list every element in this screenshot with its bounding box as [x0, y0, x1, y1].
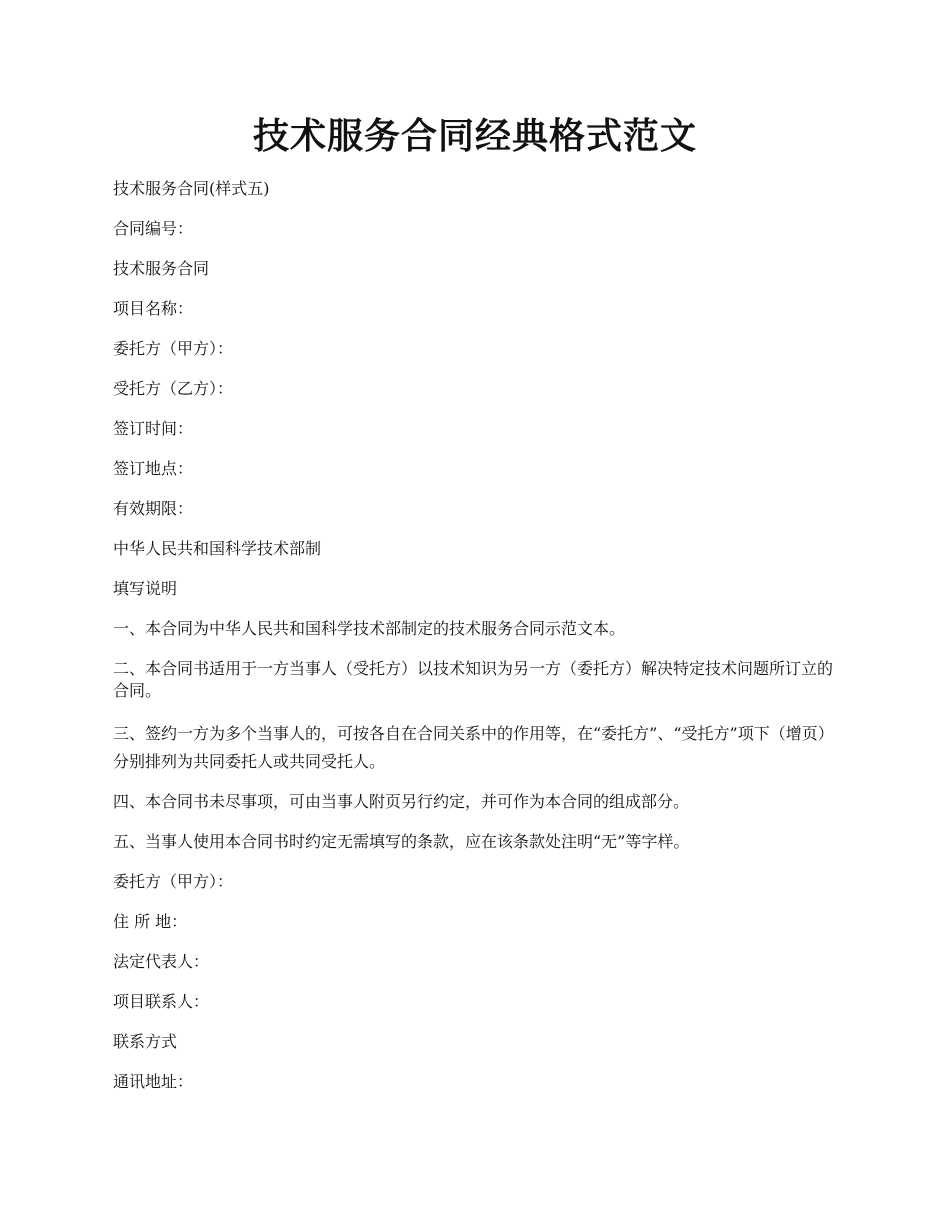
- paragraph-project-name: 项目名称：: [113, 299, 194, 318]
- paragraph-sign-place: 签订地点：: [113, 459, 194, 478]
- paragraph-instruction-4: 四、本合同书未尽事项，可由当事人附页另行约定，并可作为本合同的组成部分。: [113, 792, 690, 811]
- paragraph-legal-rep: 法定代表人：: [113, 952, 210, 971]
- document-title: 技术服务合同经典格式范文: [252, 115, 697, 157]
- paragraph-instructions-heading: 填写说明: [113, 579, 178, 598]
- document-body: [113, 178, 843, 1111]
- paragraph-instruction-3: 三、签约一方为多个当事人的，可按各自在合同关系中的作用等，在“委托方”、“受托方”项下（增页）分别排列为共同委托人或共同受托人。: [113, 724, 834, 771]
- paragraph-validity: 有效期限：: [113, 499, 194, 518]
- paragraph-instruction-1: 一、本合同为中华人民共和国科学技术部制定的技术服务合同示范文本。: [113, 619, 626, 638]
- paragraph-contact-method: 联系方式: [113, 1032, 178, 1051]
- paragraph-contract-name: 技术服务合同: [113, 259, 210, 278]
- paragraph-sign-date: 签订时间：: [113, 419, 194, 438]
- paragraph-instruction-2: 二、本合同书适用于一方当事人（受托方）以技术知识为另一方（委托方）解决特定技术问题所订立的合同。: [113, 659, 834, 700]
- paragraph-contract-number: 合同编号：: [113, 219, 194, 238]
- paragraph-project-contact: 项目联系人：: [113, 992, 210, 1011]
- paragraph-client: 委托方（甲方）：: [113, 339, 234, 358]
- paragraph-client-section: 委托方（甲方）：: [113, 872, 234, 891]
- paragraph-contract-sample: 技术服务合同(样式五): [113, 179, 270, 198]
- paragraph-instruction-5: 五、当事人使用本合同书时约定无需填写的条款，应在该条款处注明“无”等字样。: [113, 832, 690, 851]
- paragraph-issuer: 中华人民共和国科学技术部制: [113, 539, 322, 558]
- paragraph-address: 住 所 地：: [113, 912, 188, 931]
- paragraph-contractor: 受托方（乙方）：: [113, 379, 234, 398]
- paragraph-mailing-address: 通讯地址：: [113, 1072, 194, 1091]
